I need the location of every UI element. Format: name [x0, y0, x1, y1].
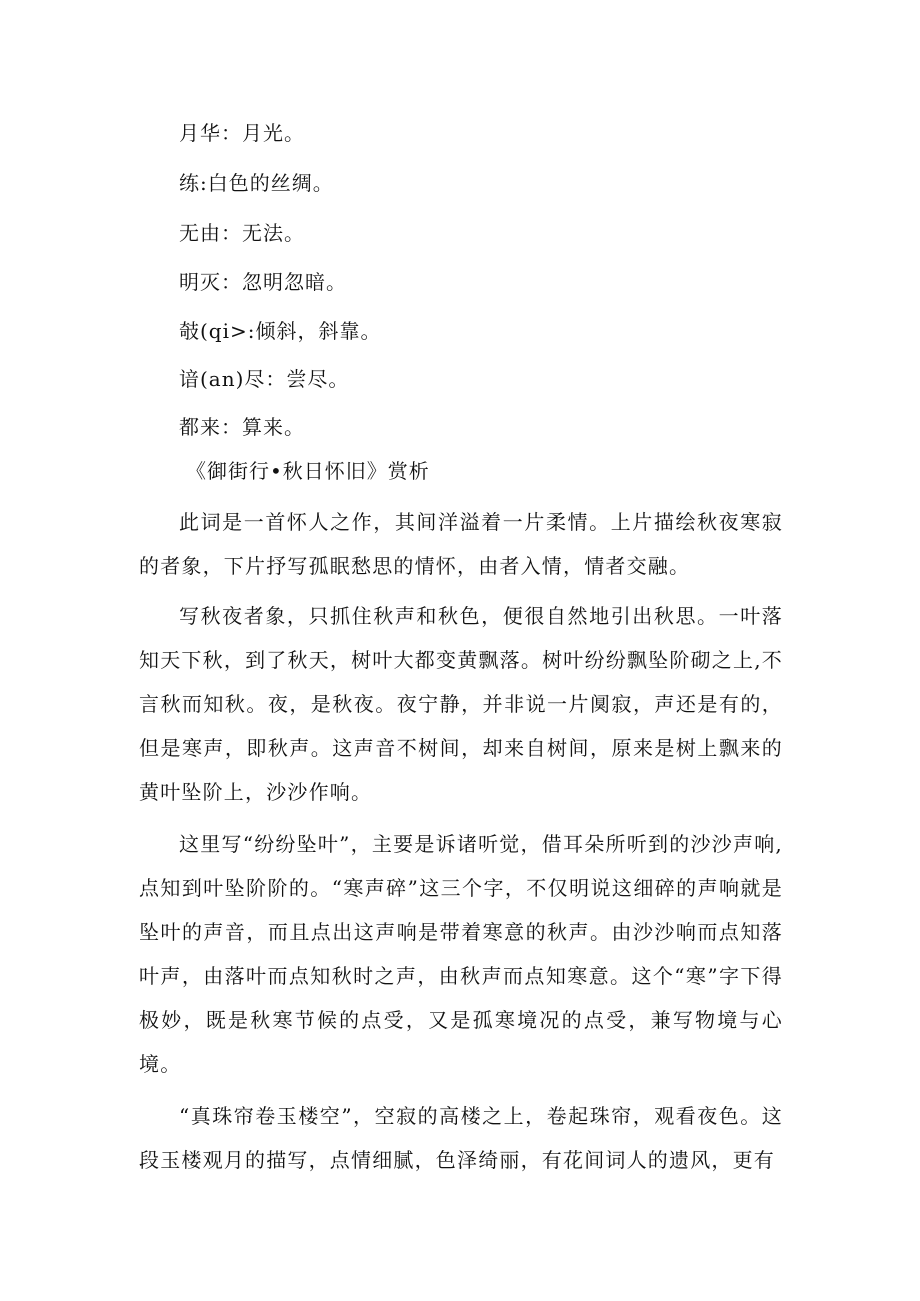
paragraph-4: “真珠帘卷玉楼空”，空寂的高楼之上，卷起珠帘，观看夜色。这段玉楼观月的描写，点情细腻，色泽绮丽，有花间词人的遗风，更有: [139, 1104, 783, 1172]
note-mingmie: 明灭：忽明忽暗。: [179, 270, 347, 294]
paragraph-1: 此词是一首怀人之作，其间洋溢着一片柔情。上片描绘秋夜寒寂的者象，下片抒写孤眠愁思的情怀，由者入情，情者交融。: [139, 510, 783, 578]
note-wuyou: 无由：无法。: [179, 221, 305, 245]
note-qi: 攲(qi>:倾斜，斜靠。: [179, 319, 382, 343]
note-doulai: 都来：算来。: [179, 415, 305, 439]
note-yuehua: 月华：月光。: [179, 121, 305, 145]
note-anjin: 谙(an)尽：尝尽。: [179, 367, 350, 391]
section-title: 《御街行•秋日怀旧》赏析: [186, 459, 430, 483]
paragraph-3: 这里写“纷纷坠叶”，主要是诉诸听觉，借耳朵所听到的沙沙声响,点知到叶坠阶阶的。“寒声碎”这三个字，不仅明说这细碎的声响就是坠叶的声音，而且点出这声响是带着寒意的秋声。由沙沙响而点知落叶声，由落叶而点知秋时之声，由秋声而点知寒意。这个“寒”字下得极妙，既是秋寒节候的点受，又是孤寒境况的点受，兼写物境与心境。: [139, 832, 783, 1076]
paragraph-2: 写秋夜者象，只抓住秋声和秋色，便很自然地引出秋思。一叶落知天下秋，到了秋天，树叶大都变黄飘落。树叶纷纷飘坠阶砌之上,不言秋而知秋。夜，是秋夜。夜宁静，并非说一片阒寂，声还是有的，但是寒声，即秋声。这声音不树间，却来自树间，原来是树上飘来的黄叶坠阶上，沙沙作响。: [139, 604, 783, 804]
note-lian: 练:白色的丝绸。: [179, 171, 334, 195]
